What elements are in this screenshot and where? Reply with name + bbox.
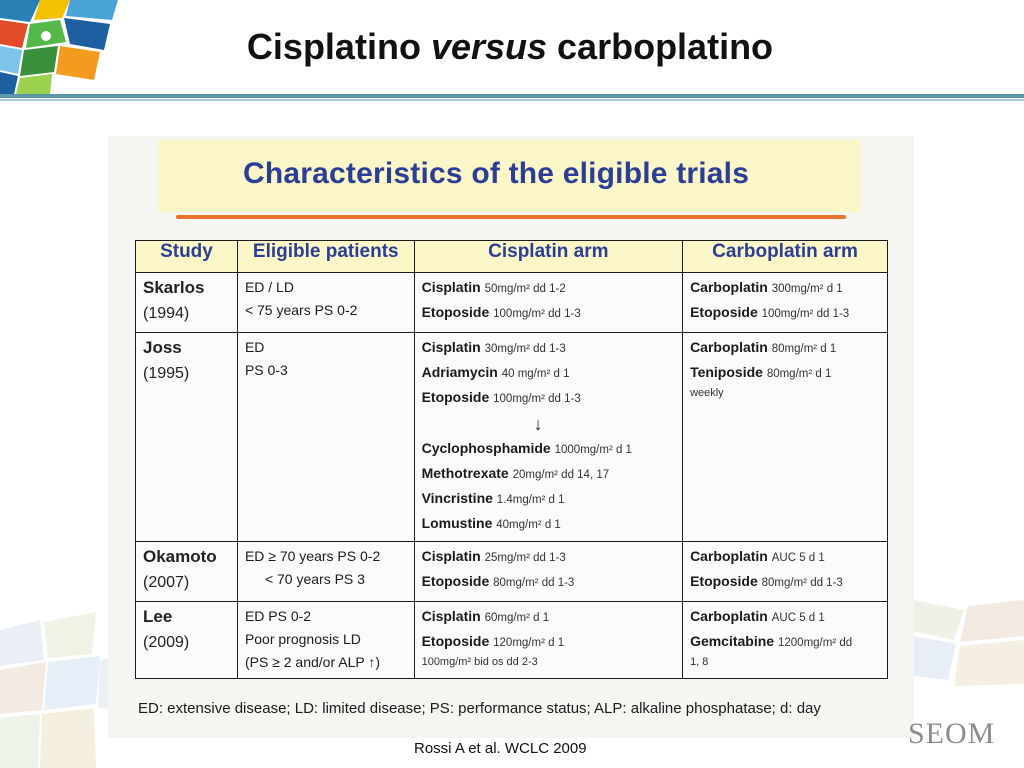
patients-line: ED [244, 339, 265, 355]
patients-line: (PS ≥ 2 and/or ALP ↑) [244, 654, 380, 670]
carboplatin-cell [683, 542, 888, 602]
drug-dose: 1.4mg/m² d 1 [496, 494, 565, 506]
study-cell [136, 542, 238, 602]
slide-title [140, 26, 880, 68]
slide-title-part2: carboplatino [547, 26, 774, 67]
drug-dose: 80mg/m² dd 1-3 [761, 577, 843, 589]
drug-dose: 60mg/m² d 1 [484, 612, 550, 624]
panel-title-underline [176, 215, 846, 219]
drug-name: Cyclophosphamide [421, 440, 551, 456]
slide-title-italic: versus [430, 26, 548, 67]
regimen-line [690, 630, 881, 655]
study-year: (1995) [143, 365, 190, 382]
study-name: Skarlos [143, 278, 205, 297]
regimen-line [690, 605, 881, 630]
trials-table [135, 240, 888, 679]
regimen-line [690, 545, 881, 570]
cisplatin-cell [414, 273, 682, 333]
abbreviations-footnote: ED: extensive disease; LD: limited disease; PS: performance status; ALP: alkaline phosphatase; d: day [138, 700, 821, 717]
drug-name: Etoposide [421, 573, 490, 589]
drug-dose: 40 mg/m² d 1 [501, 368, 570, 380]
regimen-line [422, 512, 676, 537]
drug-dose: AUC 5 d 1 [771, 552, 825, 564]
regimen-line [422, 545, 676, 570]
drug-name: Carboplatin [690, 279, 768, 295]
drug-name: Gemcitabine [690, 633, 775, 649]
drug-name: Etoposide [690, 573, 758, 589]
regimen-line [422, 336, 676, 361]
patients-line: ED PS 0-2 [244, 608, 312, 624]
study-year: (2009) [143, 634, 190, 651]
header-cisplatin-arm: Cisplatin arm [414, 241, 682, 273]
study-name: Lee [143, 607, 173, 626]
cisplatin-cell [414, 542, 682, 602]
drug-dose: 80mg/m² d 1 [766, 368, 832, 380]
patients-line: ED / LD [244, 279, 294, 295]
drug-dose: 1000mg/m² d 1 [554, 444, 632, 456]
patients-line: ED ≥ 70 years PS 0-2 [244, 548, 381, 564]
regimen-line [690, 301, 881, 326]
table-header-row [136, 241, 888, 273]
regimen-note: weekly [690, 387, 724, 399]
regimen-line [690, 336, 881, 361]
drug-name: Carboplatin [690, 608, 768, 624]
cisplatin-cell [414, 602, 682, 679]
study-name: Okamoto [143, 547, 217, 566]
table-row [136, 273, 888, 333]
regimen-note: 100mg/m² bid os dd 2-3 [421, 656, 538, 668]
regimen-line [690, 361, 881, 386]
table-row [136, 602, 888, 679]
slide-title-part1: Cisplatino [246, 26, 431, 67]
cisplatin-cell [414, 333, 682, 542]
header-study: Study [136, 241, 238, 273]
regimen-line [422, 437, 676, 462]
carboplatin-cell [683, 333, 888, 542]
drug-dose: 120mg/m² d 1 [493, 637, 565, 649]
patients-cell [237, 333, 414, 542]
patients-line: PS 0-3 [244, 362, 288, 378]
drug-name: Cisplatin [421, 339, 481, 355]
regimen-line [422, 570, 676, 595]
study-cell [136, 602, 238, 679]
carboplatin-cell [683, 273, 888, 333]
regimen-line [422, 605, 676, 630]
drug-dose: 80mg/m² dd 1-3 [493, 577, 575, 589]
carboplatin-cell [683, 602, 888, 679]
regimen-line [690, 570, 881, 595]
regimen-line [422, 487, 676, 512]
regimen-line [422, 630, 676, 655]
drug-dose: 300mg/m² d 1 [771, 283, 843, 295]
table-row [136, 542, 888, 602]
study-cell [136, 273, 238, 333]
regimen-line [422, 276, 676, 301]
drug-name: Cisplatin [421, 279, 481, 295]
drug-name: Etoposide [421, 389, 490, 405]
drug-dose: AUC 5 d 1 [771, 612, 825, 624]
patients-cell [237, 542, 414, 602]
drug-name: Vincristine [421, 490, 493, 506]
down-arrow-icon: ↓ [533, 414, 543, 434]
drug-name: Adriamycin [421, 364, 498, 380]
drug-name: Lomustine [421, 515, 493, 531]
table-row [136, 333, 888, 542]
drug-dose: 50mg/m² dd 1-2 [484, 283, 566, 295]
patients-line: < 70 years PS 3 [264, 571, 365, 587]
drug-dose: 25mg/m² dd 1-3 [484, 552, 566, 564]
regimen-line [422, 361, 676, 386]
patients-line: < 75 years PS 0-2 [244, 302, 358, 318]
regimen-line [690, 276, 881, 301]
drug-dose: 100mg/m² dd 1-3 [493, 393, 581, 405]
drug-name: Etoposide [690, 304, 758, 320]
regimen-note: 1, 8 [690, 656, 709, 668]
drug-dose: 100mg/m² dd 1-3 [761, 308, 850, 320]
mosaic-decoration-top-left [0, 0, 118, 96]
panel-title: Characteristics of the eligible trials [243, 157, 750, 190]
header-rule [0, 94, 1024, 98]
header-carboplatin-arm: Carboplatin arm [683, 241, 888, 273]
study-year: (2007) [143, 574, 190, 591]
header-eligible-patients: Eligible patients [237, 241, 414, 273]
study-name: Joss [143, 338, 182, 357]
drug-name: Teniposide [690, 364, 763, 380]
patients-cell [237, 273, 414, 333]
drug-name: Cisplatin [421, 548, 481, 564]
drug-name: Etoposide [421, 633, 490, 649]
drug-name: Carboplatin [690, 339, 768, 355]
drug-name: Etoposide [421, 304, 490, 320]
regimen-line [422, 301, 676, 326]
drug-dose: 30mg/m² dd 1-3 [484, 343, 566, 355]
seom-logo: SEOM [908, 717, 996, 750]
regimen-line [422, 386, 676, 411]
drug-dose: 20mg/m² dd 14, 17 [512, 469, 610, 481]
patients-cell [237, 602, 414, 679]
drug-name: Methotrexate [421, 465, 509, 481]
citation: Rossi A et al. WCLC 2009 [414, 740, 587, 757]
drug-name: Carboplatin [690, 548, 768, 564]
study-year: (1994) [143, 305, 190, 322]
drug-dose: 100mg/m² dd 1-3 [493, 308, 581, 320]
drug-dose: 40mg/m² d 1 [496, 519, 561, 531]
drug-dose: 1200mg/m² dd [777, 637, 853, 649]
header-rule-secondary [0, 99, 1024, 101]
drug-name: Cisplatin [421, 608, 481, 624]
drug-dose: 80mg/m² d 1 [771, 343, 837, 355]
regimen-line [422, 462, 676, 487]
patients-line: Poor prognosis LD [244, 631, 361, 647]
study-cell [136, 333, 238, 542]
